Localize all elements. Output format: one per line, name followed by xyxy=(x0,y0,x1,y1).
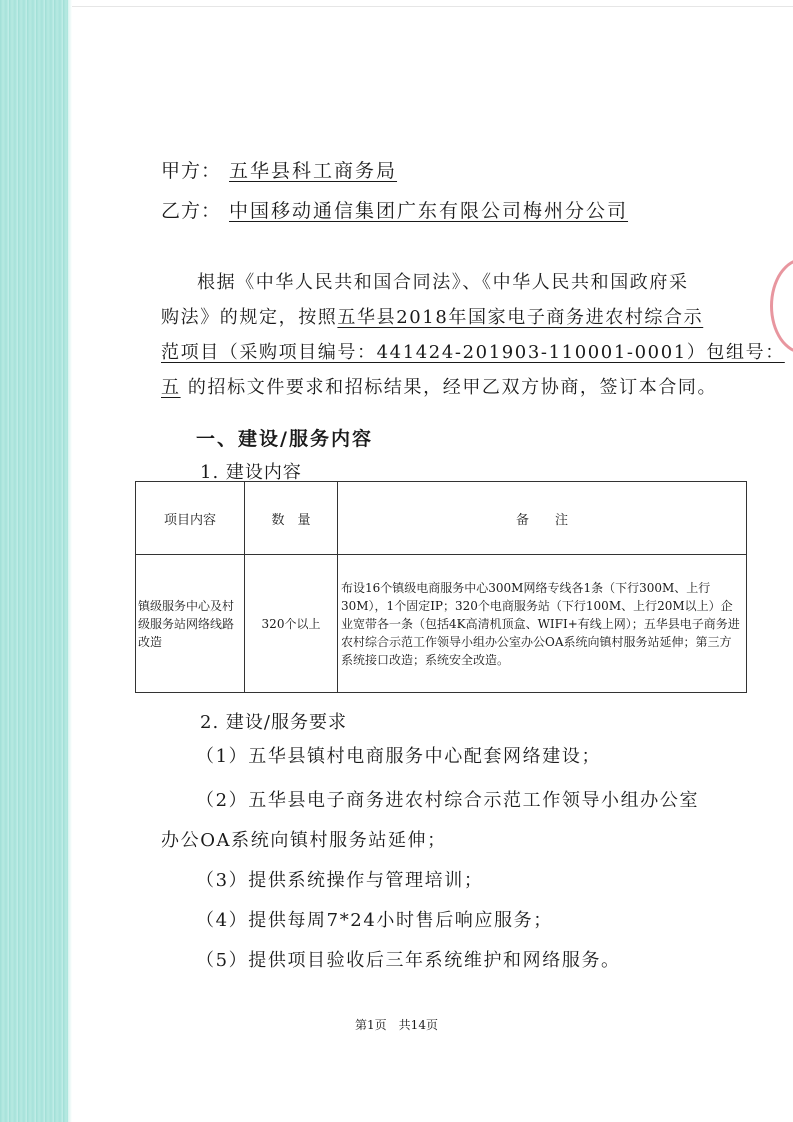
project-number: 范项目（采购项目编号：441424-201903-110001-0001）包组号： xyxy=(161,342,785,363)
table-cell-remarks: 布设16个镇级电商服务中心300M网络专线各1条（下行300M、上行30M），1个固定IP；320个电商服务站（下行100M、上行20M以上）企业宽带各一条（包括4K高清机顶盒、WIFI+有线上网）；五华县电子商务进农村综合示范工作领导小组办公室办公OA系统向镇村服务站延伸；第三方系统接口改造；系统安全改造。 xyxy=(338,555,747,693)
requirement-2-line-2: 办公OA系统向镇村服务站延伸； xyxy=(161,830,447,851)
party-a xyxy=(161,156,397,183)
intro-paragraph xyxy=(161,265,785,405)
table-header-item: 项目内容 xyxy=(136,482,245,555)
intro-line-4 xyxy=(161,370,741,405)
party-a-name: 五华县科工商务局 xyxy=(229,160,398,182)
table-row xyxy=(136,555,747,693)
requirement-2-line-1: （2）五华县电子商务进农村综合示范工作领导小组办公室 xyxy=(196,790,700,811)
project-name: 五华县2018年国家电子商务进农村综合示 xyxy=(337,307,704,328)
page-number: 第1页 共14页 xyxy=(355,1018,438,1032)
intro-line-3 xyxy=(161,335,785,370)
scan-edge-fade xyxy=(68,0,72,1122)
party-b xyxy=(161,196,628,223)
table-header-remarks: 备 注 xyxy=(338,482,747,555)
scan-top-line xyxy=(72,6,793,7)
sub-heading-content: 1. 建设内容 xyxy=(200,462,302,483)
requirement-4: （4）提供每周7*24小时售后响应服务； xyxy=(196,910,553,931)
intro-line-4-suffix: 的招标文件要求和招标结果，经甲乙双方协商，签订本合同。 xyxy=(180,377,718,398)
package-number: 五 xyxy=(161,377,181,398)
party-b-name: 中国移动通信集团广东有限公司梅州分公司 xyxy=(229,200,629,222)
intro-line-2 xyxy=(161,300,741,335)
intro-line-1: 根据《中华人民共和国合同法》、《中华人民共和国政府采 xyxy=(197,272,689,293)
construction-table xyxy=(135,481,747,693)
section-heading: 一、建设/服务内容 xyxy=(196,428,373,450)
table-cell-quantity: 320个以上 xyxy=(245,555,338,693)
red-seal-fragment xyxy=(770,258,793,354)
table-cell-item: 镇级服务中心及村级服务站网络线路改造 xyxy=(136,555,245,693)
sub-heading-requirements: 2. 建设/服务要求 xyxy=(200,712,347,733)
table-header-quantity: 数 量 xyxy=(245,482,338,555)
party-a-label: 甲方： xyxy=(161,160,222,182)
table-header-row xyxy=(136,482,747,555)
intro-line-2-prefix: 购法》的规定，按照 xyxy=(161,307,338,328)
scan-edge-band xyxy=(0,0,70,1122)
party-b-label: 乙方： xyxy=(161,200,222,222)
requirement-3: （3）提供系统操作与管理培训； xyxy=(196,870,484,891)
requirement-1: （1）五华县镇村电商服务中心配套网络建设； xyxy=(196,746,602,767)
requirement-5: （5）提供项目验收后三年系统维护和网络服务。 xyxy=(196,950,621,971)
